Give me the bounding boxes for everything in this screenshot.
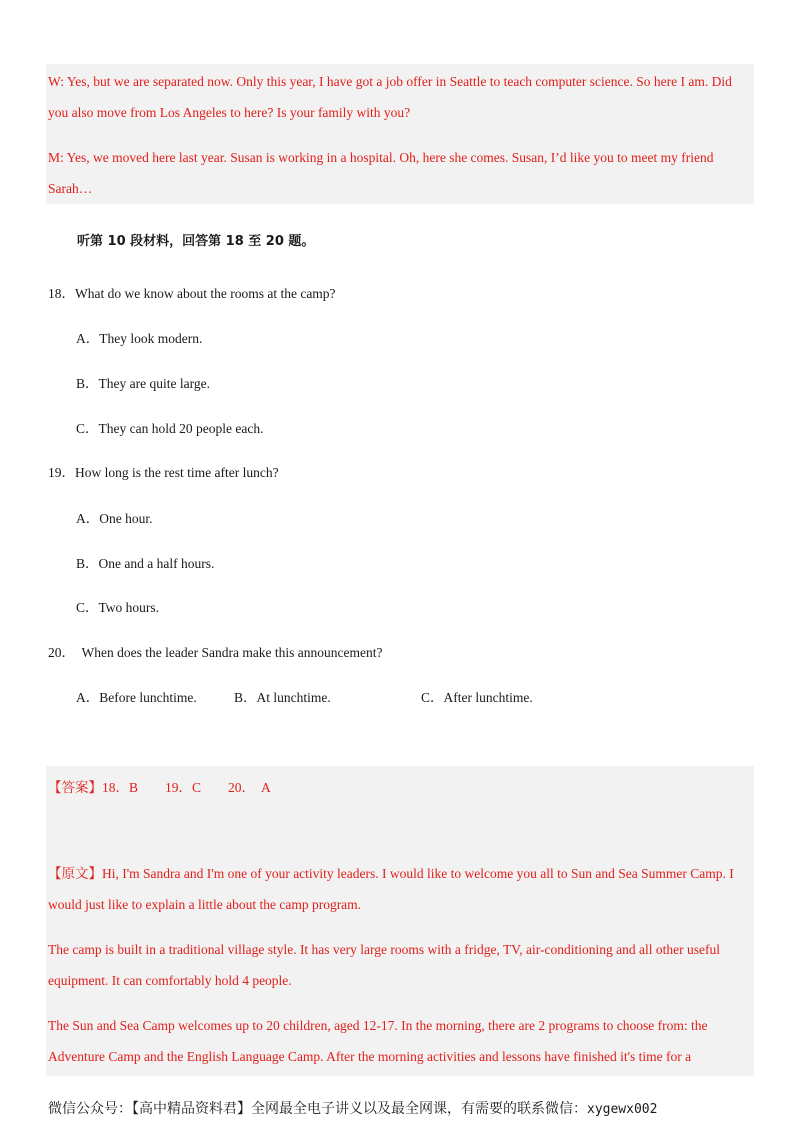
transcript-p2: The camp is built in a traditional village style. It has very large rooms with a fridge, TV, air-conditioning and all other useful equipment. It can comfortably hold 4 people. bbox=[48, 942, 720, 988]
question-18-stem: 18．What do we know about the rooms at the camp? bbox=[48, 286, 336, 301]
question-19-option-a: A．One hour. bbox=[76, 511, 153, 526]
question-20-option-c: C．After lunchtime. bbox=[421, 690, 533, 705]
answer-line bbox=[48, 776, 271, 796]
footer-wechat-id: xygewx002 bbox=[587, 1102, 658, 1117]
answer-label: 【答案】 bbox=[48, 780, 102, 795]
footer bbox=[48, 1098, 657, 1118]
footer-text: 微信公众号：【高中精品资料君】全网最全电子讲义以及最全网课，有需要的联系微信： bbox=[48, 1101, 587, 1117]
question-18-option-b: B．They are quite large. bbox=[76, 376, 210, 391]
transcript-p1 bbox=[48, 858, 752, 920]
transcript-label: 【原文】 bbox=[48, 866, 102, 881]
section-heading: 听第 10 段材料，回答第 18 至 20 题。 bbox=[77, 234, 315, 249]
dialogue-m-line: M: Yes, we moved here last year. Susan is working in a hospital. Oh, here she comes. Susan, I’d like you to meet my friend Sarah… bbox=[48, 150, 714, 196]
question-19-option-c: C．Two hours. bbox=[76, 600, 160, 615]
answer-text: 18．B 19．C 20． A bbox=[102, 780, 271, 795]
question-18-option-a: A．They look modern. bbox=[76, 331, 203, 346]
question-19-option-b: B．One and a half hours. bbox=[76, 556, 215, 571]
question-20-stem: 20． When does the leader Sandra make this announcement? bbox=[48, 645, 383, 660]
question-20-option-a: A．Before lunchtime. bbox=[76, 690, 197, 705]
question-18-option-c: C．They can hold 20 people each. bbox=[76, 421, 264, 436]
question-19-stem: 19．How long is the rest time after lunch? bbox=[48, 465, 279, 480]
transcript-p3: The Sun and Sea Camp welcomes up to 20 children, aged 12-17. In the morning, there are 2 programs to choose from: the Adventure Camp and the English Language Camp. After the morning activities and lessons have finished it's time for a bbox=[48, 1018, 708, 1064]
dialogue-w-line: W: Yes, but we are separated now. Only this year, I have got a job offer in Seattle to teach computer science. So here I am. Did you also move from Los Angeles to here? Is your family with you? bbox=[48, 74, 732, 120]
transcript-p1-text: Hi, I'm Sandra and I'm one of your activity leaders. I would like to welcome you all to Sun and Sea Summer Camp. I would just like to explain a little about the camp program. bbox=[48, 866, 734, 912]
question-20-option-b: B．At lunchtime. bbox=[234, 690, 331, 705]
